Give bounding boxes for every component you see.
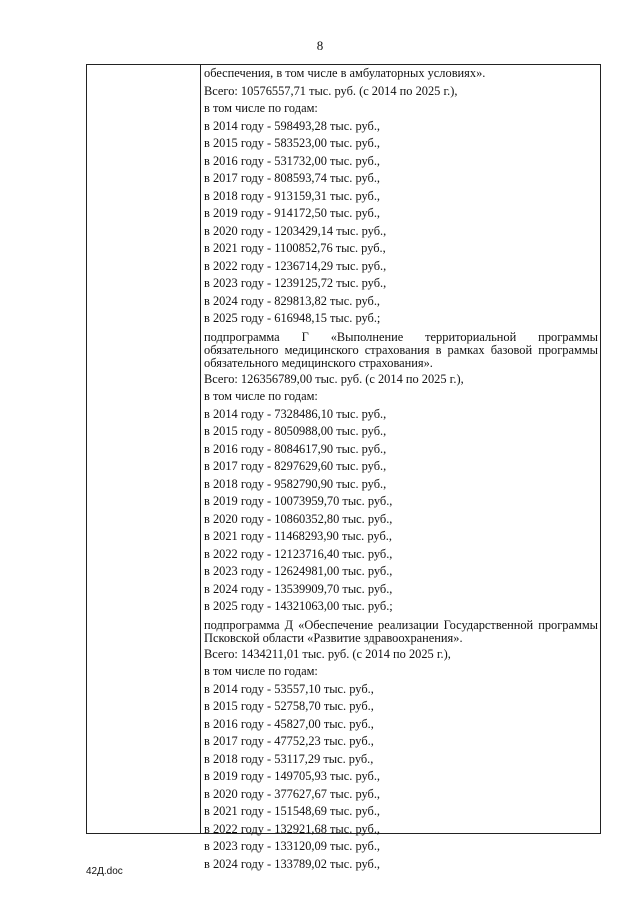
year-line: в 2014 году - 53557,10 тыс. руб., [204, 681, 374, 696]
year-line: в 2015 году - 583523,00 тыс. руб., [204, 136, 381, 150]
year-line: в 2019 году - 10073959,70 тыс. руб., [204, 494, 393, 508]
year-line: в 2023 году - 133120,09 тыс. руб., [204, 839, 381, 853]
text-line: в том числе по годам: [204, 101, 318, 115]
year-line: в 2024 году - 13539909,70 тыс. руб., [204, 581, 393, 596]
page-number: 8 [316, 38, 324, 53]
year-line: в 2015 году - 8050988,00 тыс. руб., [204, 424, 387, 438]
year-line: в 2020 году - 1203429,14 тыс. руб., [204, 223, 387, 238]
text-line: в том числе по годам: [204, 664, 318, 678]
year-line: в 2014 году - 598493,28 тыс. руб., [204, 118, 381, 133]
year-line: в 2015 году - 52758,70 тыс. руб., [204, 699, 374, 713]
total-line: Всего: 126356789,00 тыс. руб. (с 2014 по 2025 г.), [204, 371, 464, 386]
year-line: в 2025 году - 14321063,00 тыс. руб.; [204, 599, 393, 613]
year-line: в 2021 году - 1100852,76 тыс. руб., [204, 241, 386, 255]
text-line: обеспечения, в том числе в амбулаторных условиях». [204, 66, 486, 80]
document-table [86, 64, 601, 871]
subprogram-g-paragraph: подпрограмма Г «Выполнение территориальной программы обязательного медицинского страхования в рамках базовой программы обязательного медицинского страхования». [204, 329, 598, 370]
year-line: в 2023 году - 12624981,00 тыс. руб., [204, 564, 393, 578]
year-line: в 2017 году - 8297629,60 тыс. руб., [204, 459, 387, 473]
year-line: в 2016 году - 8084617,90 тыс. руб., [204, 441, 387, 456]
year-line: в 2024 году - 829813,82 тыс. руб., [204, 293, 381, 308]
year-line: в 2022 году - 132921,68 тыс. руб., [204, 821, 381, 836]
year-line: в 2018 году - 53117,29 тыс. руб., [204, 751, 374, 766]
year-line: в 2017 году - 47752,23 тыс. руб., [204, 734, 374, 748]
column-divider [200, 65, 201, 833]
year-line: в 2019 году - 149705,93 тыс. руб., [204, 769, 381, 783]
total-line: Всего: 10576557,71 тыс. руб. (с 2014 по 2025 г.), [204, 83, 458, 98]
year-line: в 2019 году - 914172,50 тыс. руб., [204, 206, 381, 220]
text-line: в том числе по годам: [204, 389, 318, 403]
year-line: в 2025 году - 616948,15 тыс. руб.; [204, 311, 381, 325]
year-line: в 2021 году - 11468293,90 тыс. руб., [204, 529, 392, 543]
year-line: в 2016 году - 45827,00 тыс. руб., [204, 716, 374, 731]
year-line: в 2024 году - 133789,02 тыс. руб., [204, 856, 381, 871]
year-line: в 2017 году - 808593,74 тыс. руб., [204, 171, 381, 185]
year-line: в 2020 году - 377627,67 тыс. руб., [204, 786, 381, 801]
year-line: в 2021 году - 151548,69 тыс. руб., [204, 804, 381, 818]
year-line: в 2014 году - 7328486,10 тыс. руб., [204, 406, 387, 421]
year-line: в 2020 году - 10860352,80 тыс. руб., [204, 511, 393, 526]
year-line: в 2023 году - 1239125,72 тыс. руб., [204, 276, 387, 290]
year-line: в 2018 году - 9582790,90 тыс. руб., [204, 476, 387, 491]
year-line: в 2022 году - 1236714,29 тыс. руб., [204, 258, 387, 273]
year-line: в 2022 году - 12123716,40 тыс. руб., [204, 546, 393, 561]
subprogram-d-paragraph: подпрограмма Д «Обеспечение реализации Государственной программы Псковской области «Развитие здравоохранения». [204, 617, 598, 645]
table-cell-content [204, 65, 598, 873]
year-line: в 2018 году - 913159,31 тыс. руб., [204, 188, 381, 203]
year-line: в 2016 году - 531732,00 тыс. руб., [204, 153, 381, 168]
total-line: Всего: 1434211,01 тыс. руб. (с 2014 по 2025 г.), [204, 646, 451, 661]
footer-filename: 42Д.doc [86, 866, 123, 877]
